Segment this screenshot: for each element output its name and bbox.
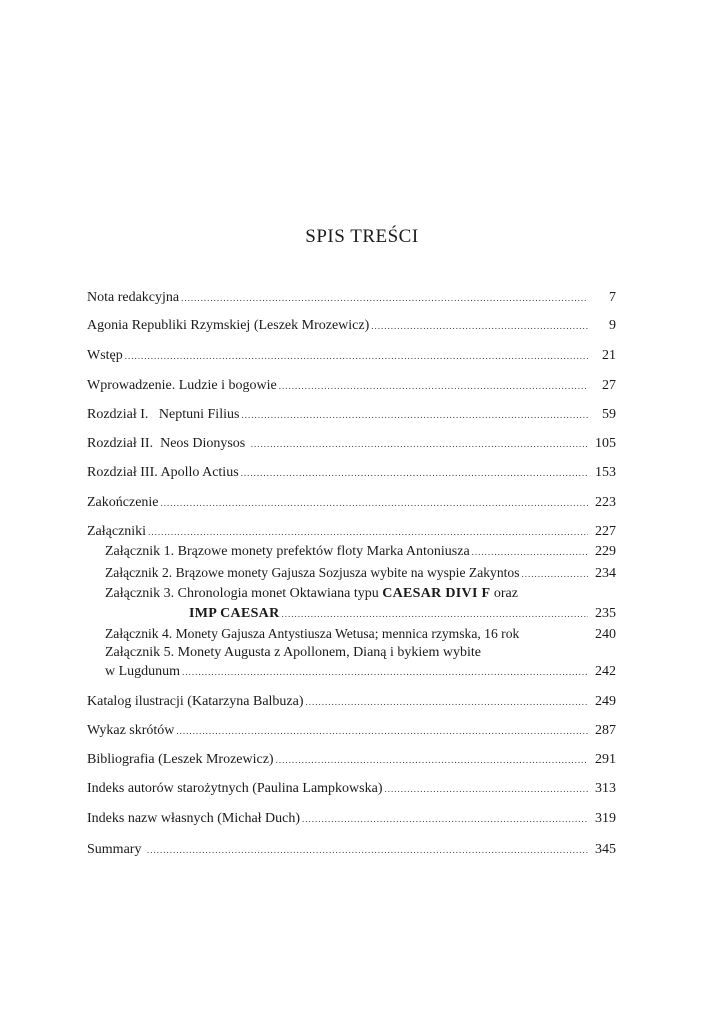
toc-entry-title: Załącznik 1. Brązowe monety prefektów floty Marka Antoniusza <box>105 544 470 559</box>
toc-entry-title: Rozdział III. Apollo Actius <box>87 465 239 480</box>
toc-entry[interactable] <box>87 376 616 396</box>
toc-entry[interactable] <box>87 779 616 799</box>
toc-entry-page: 291 <box>595 752 616 767</box>
toc-entry-title: Indeks autorów starożytnych (Paulina Lampkowska) <box>87 781 383 796</box>
subentry-bold-text: CAESAR DIVI F <box>382 586 491 601</box>
toc-entry-title: Załącznik 2. Brązowe monety Gajusza Sozjusza wybite na wyspie Zakyntos <box>105 565 520 580</box>
subentry-text: oraz <box>490 586 518 601</box>
leader-dots <box>181 288 588 308</box>
toc-subentry[interactable] <box>189 604 616 624</box>
toc-entry-title: Rozdział I. Neptuni Filius <box>87 407 240 422</box>
leader-dots <box>521 564 588 584</box>
leader-dots <box>306 692 588 712</box>
toc-entry[interactable] <box>87 463 616 483</box>
toc-subentry-line[interactable] <box>105 584 518 604</box>
toc-entry-title: Załącznik 4. Monety Gajusza Antystiusza Wetusa; mennica rzymska, 16 rok <box>105 626 520 641</box>
toc-entry-page: 59 <box>602 407 616 422</box>
subentry-text: Załącznik 3. Chronologia monet Oktawiana typu <box>105 586 383 601</box>
toc-entry[interactable] <box>87 750 616 770</box>
toc-entry-title: Katalog ilustracji (Katarzyna Balbuza) <box>87 694 304 709</box>
leader-dots <box>251 434 588 454</box>
toc-entry-page: 229 <box>595 544 616 559</box>
toc-entry-title: Wprowadzenie. Ludzie i bogowie <box>87 378 277 393</box>
leader-dots <box>182 662 588 682</box>
toc-entry[interactable] <box>87 522 616 542</box>
toc-entry-page: 345 <box>595 842 616 857</box>
leader-dots <box>472 542 588 562</box>
toc-entry-page: 240 <box>595 627 616 642</box>
toc-entry-page: 9 <box>609 318 616 333</box>
leader-dots <box>302 809 588 829</box>
toc-entry[interactable] <box>87 288 616 308</box>
leader-dots <box>279 376 588 396</box>
toc-entry-title: Załączniki <box>87 524 147 539</box>
toc-entry[interactable] <box>87 346 616 366</box>
toc-entry-title: Agonia Republiki Rzymskiej (Leszek Mrozewicz) <box>87 318 370 333</box>
toc-entry-title: Indeks nazw własnych (Michał Duch) <box>87 811 301 826</box>
toc-entry-page: 319 <box>595 811 616 826</box>
leader-dots <box>241 463 588 483</box>
toc-entry-title <box>189 604 280 624</box>
toc-entry[interactable] <box>87 721 616 741</box>
toc-entry-page: 27 <box>602 378 616 393</box>
toc-entry-title: Nota redakcyjna <box>87 290 180 305</box>
toc-subentry[interactable] <box>105 624 616 644</box>
toc-entry-page: 242 <box>595 664 616 679</box>
toc-entry[interactable] <box>87 316 616 336</box>
leader-dots <box>148 522 588 542</box>
leader-dots <box>282 604 588 624</box>
toc-entry-title: Zakończenie <box>87 495 159 510</box>
toc-entry-title: Wstęp <box>87 348 123 363</box>
toc-entry[interactable] <box>87 405 616 425</box>
toc-entry[interactable] <box>87 434 616 454</box>
leader-dots <box>176 721 588 741</box>
toc-entry[interactable] <box>87 809 616 829</box>
toc-entry-page: 21 <box>602 348 616 363</box>
toc-entry-page: 234 <box>595 566 616 581</box>
leader-dots <box>125 346 588 366</box>
leader-dots <box>371 316 588 336</box>
toc-entry-title: Bibliografia (Leszek Mrozewicz) <box>87 752 274 767</box>
toc-entry-page: 235 <box>595 606 616 621</box>
toc-entry-title: Rozdział II. Neos Dionysos <box>87 436 249 451</box>
toc-entry-page: 7 <box>609 290 616 305</box>
toc-entry-title: Wykaz skrótów <box>87 723 175 738</box>
toc-entry-page: 105 <box>595 436 616 451</box>
toc-subentry[interactable] <box>105 662 616 682</box>
toc-entry-page: 223 <box>595 495 616 510</box>
toc-subentry[interactable] <box>105 563 616 583</box>
toc-entry-page: 249 <box>595 694 616 709</box>
toc-entry-page: 313 <box>595 781 616 796</box>
toc-entry-page: 227 <box>595 524 616 539</box>
toc-entry[interactable] <box>87 692 616 712</box>
toc-entry[interactable] <box>87 840 616 860</box>
leader-dots <box>276 750 588 770</box>
toc-entry-page: 287 <box>595 723 616 738</box>
leader-dots <box>161 493 588 513</box>
leader-dots <box>241 405 588 425</box>
page-title: SPIS TREŚCI <box>305 226 419 247</box>
toc-subentry[interactable] <box>105 542 616 562</box>
leader-dots <box>384 779 588 799</box>
toc-entry-title: w Lugdunum <box>105 664 181 679</box>
toc-entry-title: Summary <box>87 842 145 857</box>
toc-subentry-line[interactable]: Załącznik 5. Monety Augusta z Apollonem, Dianą i bykiem wybite <box>105 645 481 660</box>
subentry-bold-text: IMP CAESAR <box>189 606 280 621</box>
toc-entry-page: 153 <box>595 465 616 480</box>
toc-entry[interactable] <box>87 493 616 513</box>
leader-dots <box>147 840 588 860</box>
